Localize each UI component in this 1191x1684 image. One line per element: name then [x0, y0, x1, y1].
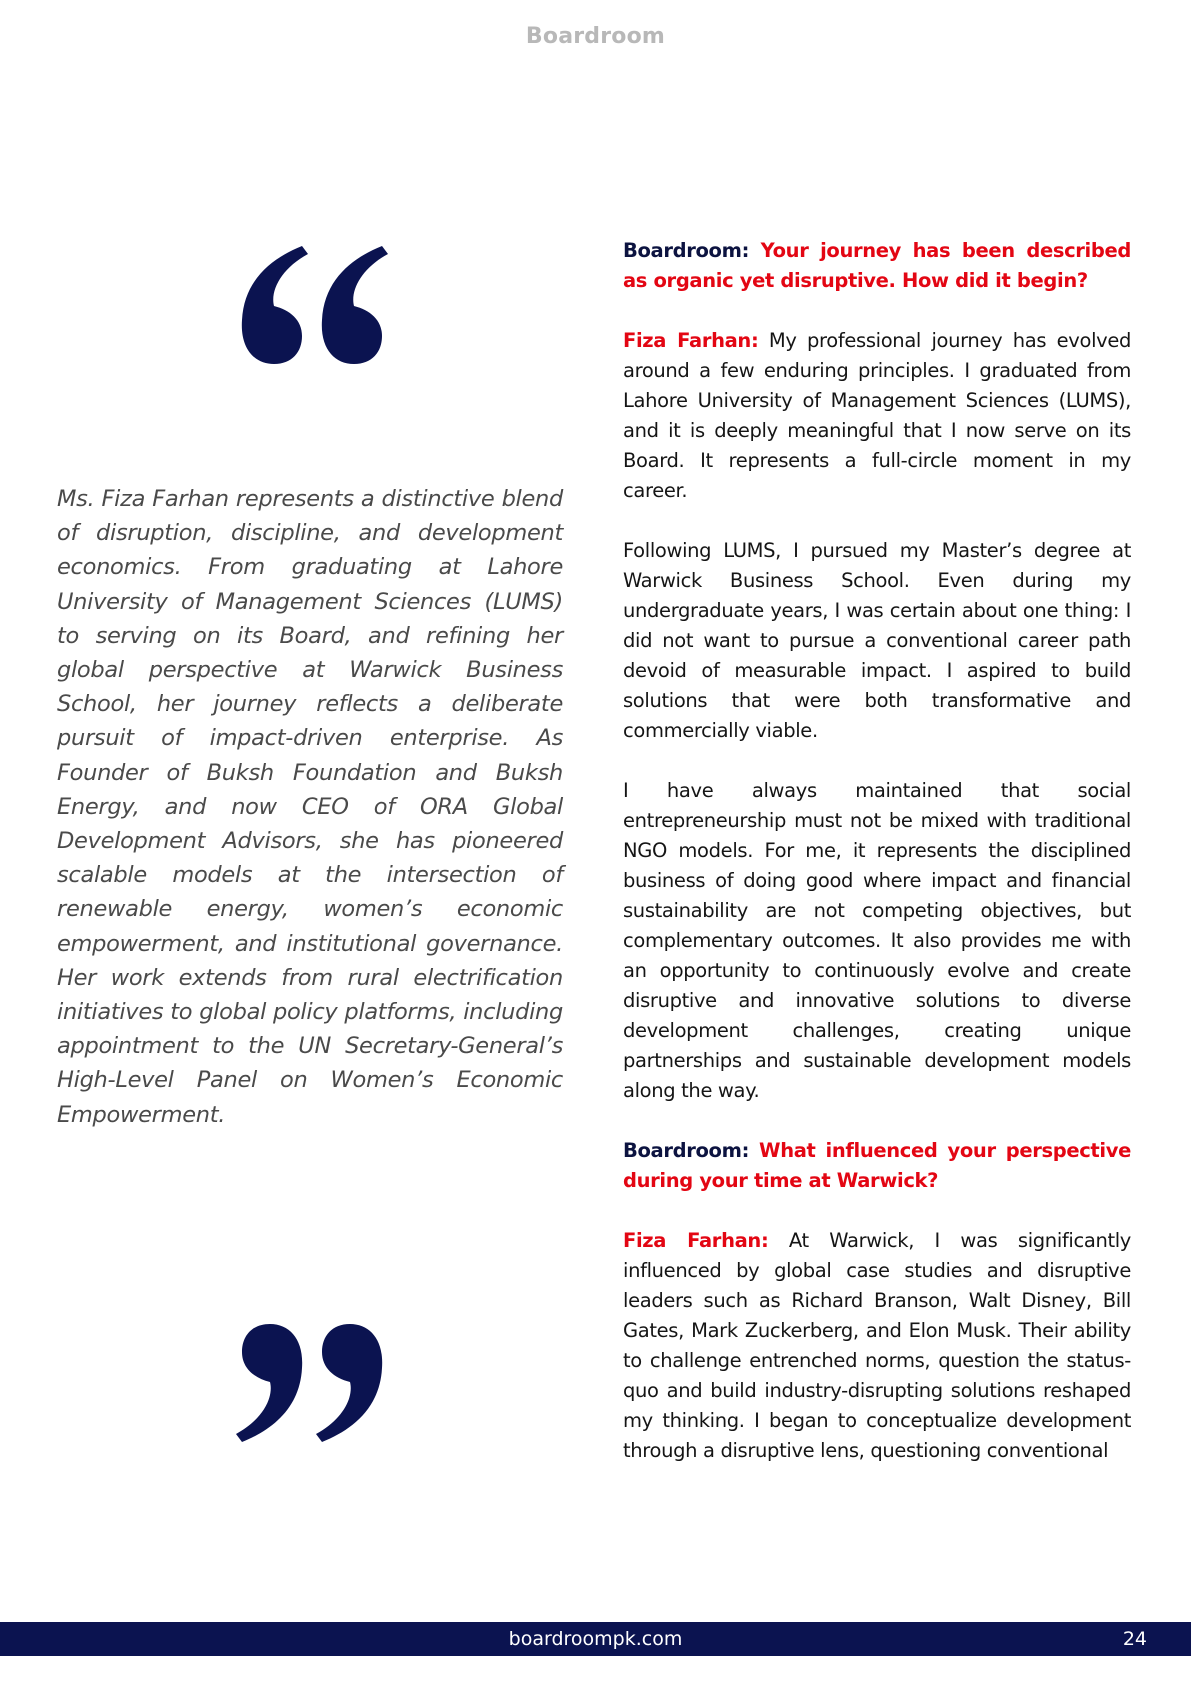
answer-1 [623, 326, 1131, 506]
open-quote-icon [232, 240, 392, 370]
answer-speaker: Fiza Farhan: [623, 329, 759, 352]
question-2 [623, 1136, 1131, 1196]
interview-column [623, 236, 1131, 1496]
answer-text: My professional journey has evolved around a few enduring principles. I graduated from Lahore University of Management Sciences (LUMS), and it is deeply meaningful that I now serve on its Board. It represents a full-circle moment in my career. [623, 329, 1131, 502]
answer-speaker: Fiza Farhan: [623, 1229, 769, 1252]
question-text: What influenced your perspective during your time at Warwick? [623, 1139, 1131, 1192]
question-speaker: Boardroom: [623, 239, 750, 262]
close-quote-icon [232, 1318, 392, 1448]
footer-bar [0, 1622, 1191, 1656]
footer-website-link[interactable]: boardroompk.com [508, 1628, 683, 1650]
question-text: Your journey has been described as organic yet disruptive. How did it begin? [623, 239, 1131, 292]
intro-paragraph: Ms. Fiza Farhan represents a distinctive blend of disruption, discipline, and development economics. From graduating at Lahore University of Management Sciences (LUMS) to serving on its Board, and refining her global perspective at Warwick Business School, her journey reflects a deliberate pursuit of impact-driven enterprise. As Founder of Buksh Foundation and Buksh Energy, and now CEO of ORA Global Development Advisors, she has pioneered scalable models at the intersection of renewable energy, women’s economic empowerment, and institutional governance. Her work extends from rural electrification initiatives to global policy platforms, including appointment to the UN Secretary-General’s High-Level Panel on Women’s Economic Empowerment. [57, 486, 563, 1128]
answer-text: At Warwick, I was significantly influenced by global case studies and disruptive leaders such as Richard Branson, Walt Disney, Bill Gates, Mark Zuckerberg, and Elon Musk. Their ability to challenge entrenched norms, question the status-quo and build industry-disrupting solutions reshaped my thinking. I began to conceptualize development through a disruptive lens, questioning conventional [623, 1229, 1132, 1462]
question-speaker: Boardroom: [623, 1139, 750, 1162]
magazine-header-title: Boardroom [525, 24, 666, 49]
answer-paragraph: Following LUMS, I pursued my Master’s degree at Warwick Business School. Even during my undergraduate years, I was certain about one thing: I did not want to pursue a conventional career path devoid of measurable impact. I aspired to build solutions that were both transformative and commercially viable. [623, 539, 1131, 742]
page-number: 24 [1122, 1628, 1147, 1650]
question-1 [623, 236, 1131, 296]
answer-paragraph: I have always maintained that social entrepreneurship must not be mixed with traditional NGO models. For me, it represents the disciplined business of doing good where impact and financial sustainability are not competing objectives, but complementary outcomes. It also provides me with an opportunity to continuously evolve and create disruptive and innovative solutions to diverse development challenges, creating unique partnerships and sustainable development models along the way. [623, 779, 1131, 1102]
answer-2 [623, 1226, 1131, 1466]
